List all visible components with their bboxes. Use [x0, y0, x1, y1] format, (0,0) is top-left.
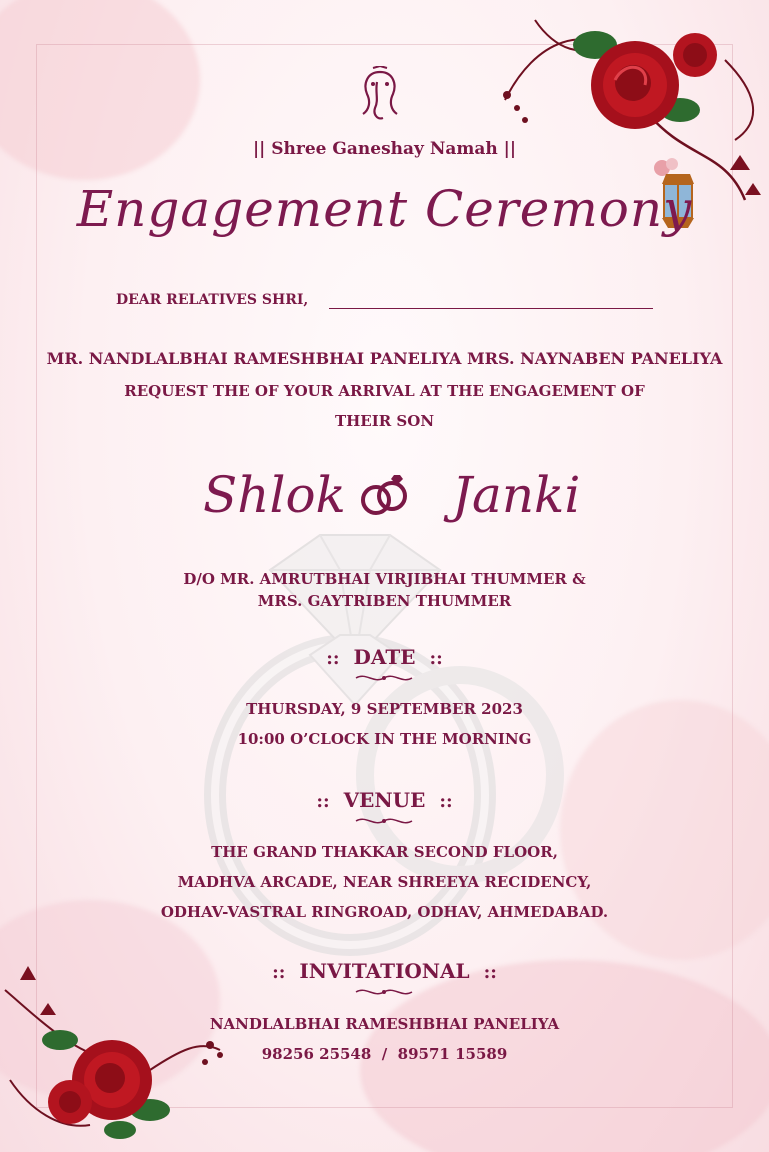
heading-dots: ::: [326, 648, 340, 669]
flourish-icon: [354, 986, 414, 998]
name-blank-line: [329, 308, 653, 309]
venue-text: ODHAV-VASTRAL RINGROAD, ODHAV, AHMEDABAD.: [160, 903, 609, 921]
inviter-phones: 98256 25548 / 89571 15589: [261, 1045, 508, 1063]
bride-parents-text: MRS. GAYTRIBEN THUMMER: [257, 592, 512, 610]
heading-dots: ::: [439, 791, 453, 812]
greeting-text: DEAR RELATIVES SHRI,: [116, 292, 309, 308]
invitational-heading: [0, 959, 769, 983]
heading-dots: ::: [483, 962, 497, 983]
wedding-rings-icon: [358, 472, 410, 518]
time-text: 10:00 O’CLOCK IN THE MORNING: [237, 730, 532, 748]
heading-dots: ::: [429, 648, 443, 669]
invocation-text: || Shree Ganeshay Namah ||: [252, 139, 517, 159]
hosts-text: MR. NANDLALBHAI RAMESHBHAI PANELIYA MRS. NAYNABEN PANELIYA: [46, 349, 723, 368]
bride-parents-text: D/O MR. AMRUTBHAI VIRJIBHAI THUMMER &: [183, 570, 586, 588]
request-text: REQUEST THE OF YOUR ARRIVAL AT THE ENGAGEMENT OF: [124, 382, 645, 400]
ganesha-icon: [357, 66, 403, 126]
date-heading: [0, 645, 769, 669]
venue-text: MADHVA ARCADE, NEAR SHREEYA RECIDENCY,: [177, 873, 592, 891]
heading-dots: ::: [316, 791, 330, 812]
groom-name: Shlok: [203, 466, 346, 524]
venue-heading: [0, 788, 769, 812]
venue-heading-label: VENUE: [343, 788, 426, 812]
venue-text: THE GRAND THAKKAR SECOND FLOOR,: [211, 843, 558, 861]
flourish-icon: [354, 672, 414, 684]
date-text: THURSDAY, 9 SEPTEMBER 2023: [246, 700, 523, 718]
heading-dots: ::: [272, 962, 286, 983]
ceremony-title: Engagement Ceremony: [76, 180, 693, 238]
invitational-heading-label: INVITATIONAL: [299, 959, 470, 983]
flourish-icon: [354, 815, 414, 827]
inviter-name: NANDLALBHAI RAMESHBHAI PANELIYA: [209, 1015, 560, 1033]
date-heading-label: DATE: [353, 645, 416, 669]
request-text: THEIR SON: [334, 412, 435, 430]
bride-name: Janki: [452, 466, 581, 524]
